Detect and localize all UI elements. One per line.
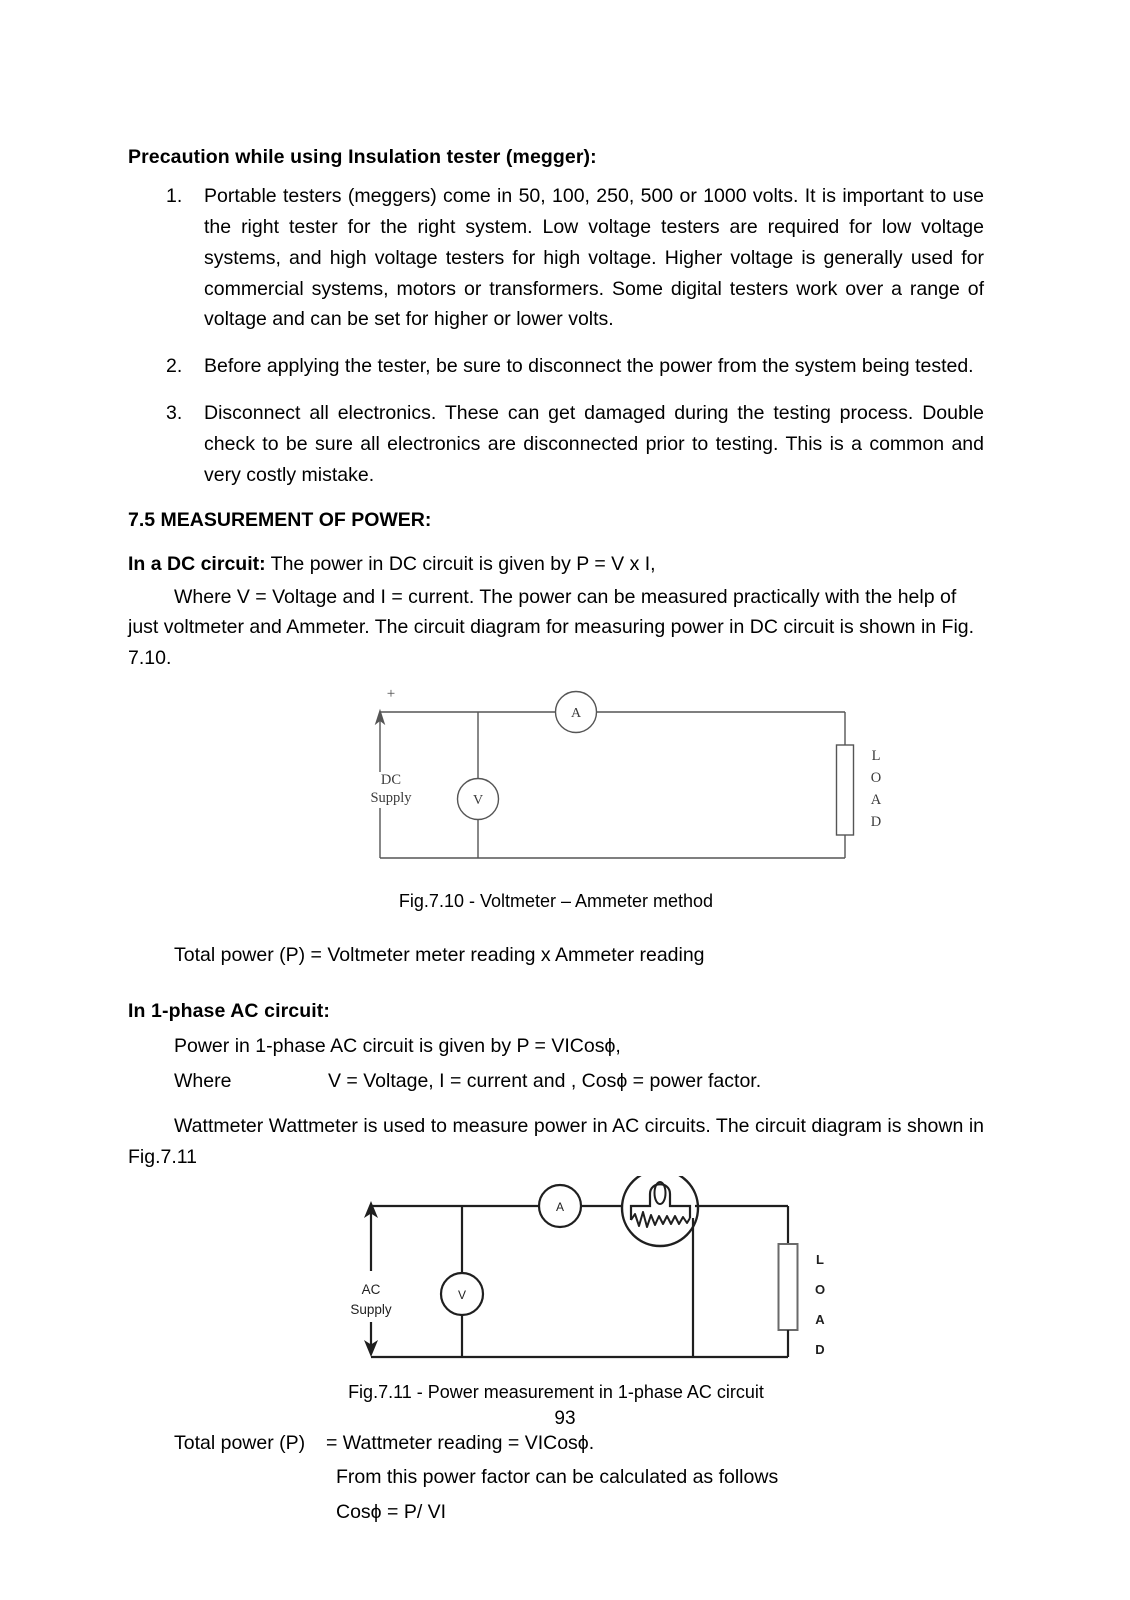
page-content xyxy=(128,143,984,1528)
ac-total-power-label: Total power (P) xyxy=(174,1431,306,1454)
ac-load-letter-o: O xyxy=(814,1282,826,1298)
ac-ammeter-label: A xyxy=(555,1200,565,1215)
dc-circuit-diagram xyxy=(128,680,984,885)
ac-total-power-line xyxy=(128,1428,984,1459)
ac-load-letter-a: A xyxy=(815,1312,825,1328)
load-resistor-icon xyxy=(837,745,854,835)
wattmeter-resistor-squiggle-icon xyxy=(631,1212,690,1227)
list-item xyxy=(128,398,984,490)
list-item-text: Before applying the tester, be sure to disconnect the power from the system being tested. xyxy=(204,355,974,378)
ac-where-label: Where xyxy=(174,1069,232,1092)
ac-total-power-value: = Wattmeter reading = VICosϕ. xyxy=(326,1431,595,1454)
list-item-number: 1. xyxy=(166,185,183,208)
ac-where-line xyxy=(128,1066,984,1097)
ac-voltmeter-label: V xyxy=(457,1288,467,1303)
ac-supply-label-line2: Supply xyxy=(350,1302,392,1318)
list-item-number: 2. xyxy=(166,355,183,378)
dc-ammeter-label: A xyxy=(570,705,582,721)
ac-supply-label-line1: AC xyxy=(361,1282,381,1298)
dc-body-paragraph: Where V = Voltage and I = current. The power can be measured practically with the help of just voltmeter and Ammeter. The circuit diagram for measuring power in DC circuit is shown in Fig. 7.10. xyxy=(128,585,975,670)
figure-7-11 xyxy=(128,1176,984,1405)
ac-where-value: V = Voltage, I = current and , Cosϕ = power factor. xyxy=(328,1069,762,1092)
list-item-number: 3. xyxy=(166,402,183,425)
list-item-text: Disconnect all electronics. These can get damaged during the testing process. Double check to be sure all electronics are disconnected prior to testing. This is a common and very costly mistake. xyxy=(204,402,984,486)
precaution-heading: Precaution while using Insulation tester (megger): xyxy=(128,146,597,168)
ac-load-letter-d: D xyxy=(815,1342,825,1358)
dc-load-letter-a: A xyxy=(870,791,882,808)
ac-heading: In 1-phase AC circuit: xyxy=(128,999,330,1022)
precautions-list xyxy=(128,181,984,490)
section-heading-7-5: 7.5 MEASUREMENT OF POWER: xyxy=(128,509,432,532)
ac-circuit-diagram xyxy=(128,1176,984,1376)
dc-load-letter-d: D xyxy=(870,813,882,830)
dc-lead-bold: In a DC circuit: xyxy=(128,552,266,575)
wattmeter-coil-path xyxy=(631,1185,690,1221)
dc-voltmeter-label: V xyxy=(472,792,484,808)
dc-supply-label-line2: Supply xyxy=(370,789,412,806)
figure-7-10 xyxy=(128,680,984,914)
dc-supply-label-line1: DC xyxy=(380,771,402,788)
ac-from-this-line: From this power factor can be calculated as follows xyxy=(336,1466,779,1489)
dc-load-letter-l: L xyxy=(871,747,881,764)
figure-7-11-caption: Fig.7.11 - Power measurement in 1-phase AC circuit xyxy=(348,1382,764,1403)
figure-7-10-caption: Fig.7.10 - Voltmeter – Ammeter method xyxy=(398,890,714,911)
page-number: 93 xyxy=(554,1408,576,1429)
list-item xyxy=(128,181,984,335)
ac-cos-formula: Cosϕ = P/ VI xyxy=(336,1501,447,1524)
dc-total-power: Total power (P) = Voltmeter meter reading x Ammeter reading xyxy=(174,944,705,967)
wattmeter-icon xyxy=(622,1176,698,1246)
ac-load-letter-l: L xyxy=(816,1252,824,1268)
list-item-text: Portable testers (meggers) come in 50, 100, 250, 500 or 1000 volts. It is important to use the right tester for the right system. Low voltage testers are required for low voltage systems, and high voltage testers for high voltage. Higher voltage is generally used for commercial systems, motors or transformers. Some digital testers work over a range of voltage and can be set for higher or lower volts. xyxy=(204,185,984,331)
load-resistor-icon xyxy=(779,1244,798,1330)
ac-wattmeter-paragraph: Wattmeter Wattmeter is used to measure power in AC circuits. The circuit diagram is shown in Fig.7.11 xyxy=(128,1114,984,1168)
dc-plus-sign: + xyxy=(386,685,396,702)
dc-lead-rest: The power in DC circuit is given by P = V x I, xyxy=(265,552,656,575)
list-item xyxy=(128,351,984,382)
dc-lead-line xyxy=(128,549,984,580)
ac-power-line: Power in 1-phase AC circuit is given by P = VICosϕ, xyxy=(174,1035,621,1058)
dc-load-letter-o: O xyxy=(870,769,882,786)
